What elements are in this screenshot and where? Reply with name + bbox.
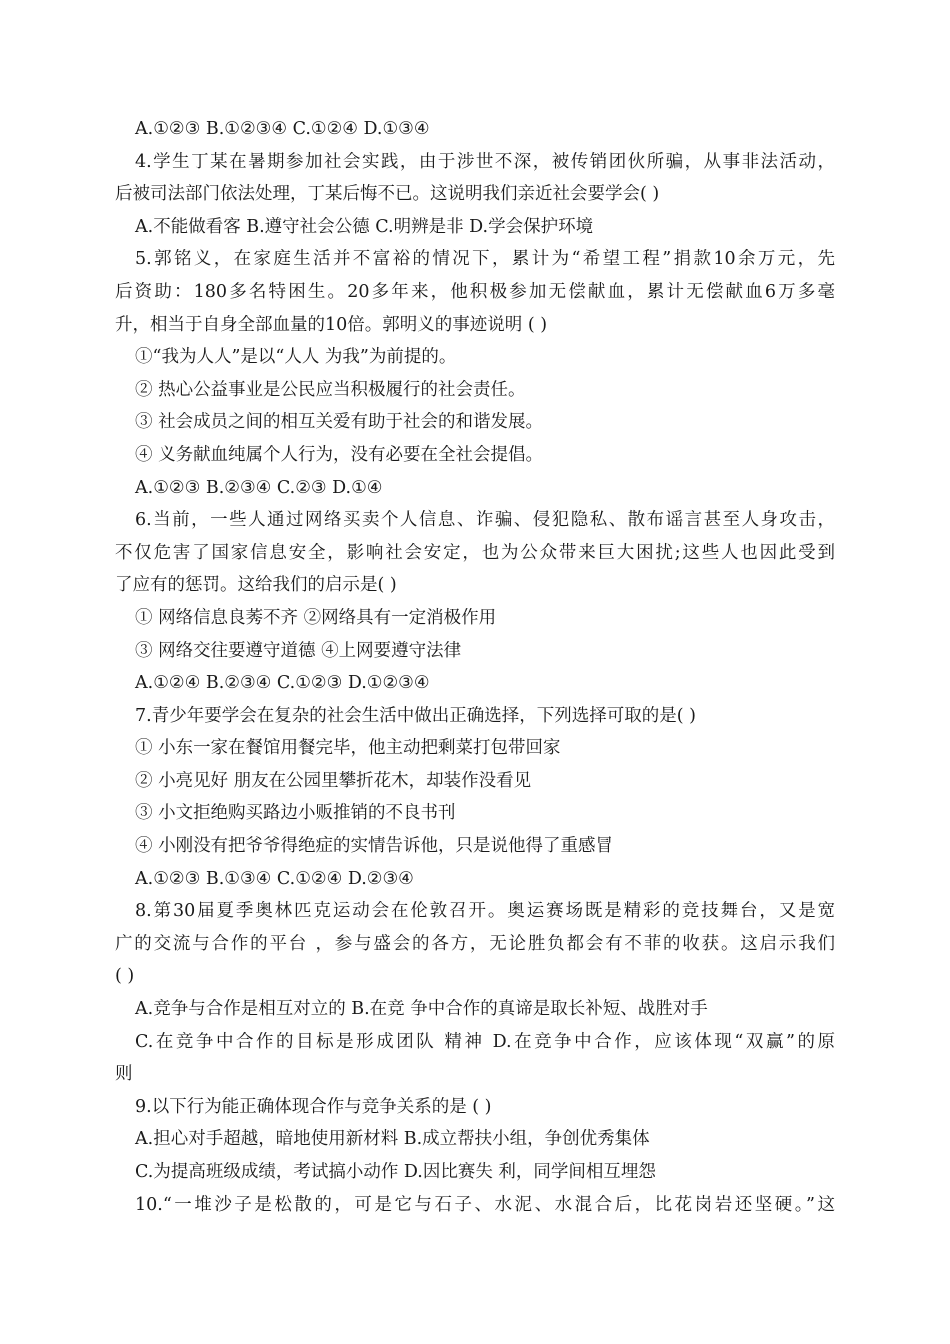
text-line: 广的交流与合作的平台 ，参与盛会的各方，无论胜负都会有不菲的收获。这启示我们: [115, 933, 835, 954]
text-line: 6.当前，一些人通过网络买卖个人信息、诈骗、侵犯隐私、散布谣言甚至人身攻击，: [135, 510, 835, 531]
text-line: A.①②④ B.②③④ C.①②③ D.①②③④: [135, 673, 430, 694]
text-line: A.竞争与合作是相互对立的 B.在竞 争中合作的真谛是取长补短、战胜对手: [135, 999, 708, 1020]
text-line: ( ): [115, 966, 135, 987]
text-line: ① 网络信息良莠不齐 ②网络具有一定消极作用: [135, 607, 497, 628]
text-line: ①“我为人人”是以“人人 为我”为前提的。: [135, 347, 457, 368]
text-line: 则: [115, 1064, 133, 1085]
text-line: 4.学生丁某在暑期参加社会实践，由于涉世不深，被传销团伙所骗，从事非法活动，: [135, 151, 835, 172]
text-line: 10.“一堆沙子是松散的，可是它与石子、水泥、水混合后，比花岗岩还坚硬。”这: [135, 1194, 835, 1215]
text-line: 9.以下行为能正确体现合作与竞争关系的是 ( ): [135, 1096, 492, 1117]
text-line: C.为提高班级成绩，考试搞小动作 D.因比赛失 利，同学间相互埋怨: [135, 1162, 656, 1182]
document-body: [115, 113, 835, 1221]
text-line: ③ 小文拒绝购买路边小贩推销的不良书刊: [135, 803, 456, 824]
text-line: ③ 网络交往要遵守道德 ④上网要遵守法律: [135, 640, 462, 661]
text-line: ③ 社会成员之间的相互关爱有助于社会的和谐发展。: [135, 412, 544, 433]
text-line: ④ 小刚没有把爷爷得绝症的实情告诉他，只是说他得了重感冒: [135, 836, 614, 857]
text-line: 后被司法部门依法处理，丁某后悔不已。这说明我们亲近社会要学会( ): [115, 184, 660, 205]
text-line: 7.青少年要学会在复杂的社会生活中做出正确选择，下列选择可取的是( ): [135, 705, 696, 726]
text-line: 5.郭铭义，在家庭生活并不富裕的情况下，累计为“希望工程”捐款10余万元，先: [135, 249, 835, 270]
text-line: A.①②③ B.②③④ C.②③ D.①④: [135, 477, 383, 498]
text-line: 升，相当于自身全部血量的10倍。郭明义的事迹说明 ( ): [115, 314, 548, 335]
text-line: C.在竞争中合作的目标是形成团队 精神 D.在竞争中合作，应该体现“双赢”的原: [135, 1031, 835, 1052]
text-line: 8.第30届夏季奥林匹克运动会在伦敦召开。奥运赛场既是精彩的竞技舞台，又是宽: [135, 901, 835, 922]
text-line: A.担心对手超越，暗地使用新材料 B.成立帮扶小组，争创优秀集体: [135, 1129, 650, 1150]
text-line: 了应有的惩罚。这给我们的启示是( ): [115, 575, 397, 596]
text-line: 不仅危害了国家信息安全，影响社会安定，也为公众带来巨大困扰;这些人也因此受到: [115, 542, 835, 563]
text-line: A.不能做看客 B.遵守社会公德 C.明辨是非 D.学会保护环境: [135, 216, 594, 237]
text-line: A.①②③ B.①③④ C.①②④ D.②③④: [135, 868, 414, 889]
text-line: ① 小东一家在餐馆用餐完毕，他主动把剩菜打包带回家: [135, 738, 561, 759]
text-line: 后资助：180多名特困生。20多年来，他积极参加无偿献血，累计无偿献血6万多毫: [115, 281, 835, 302]
text-line: ② 小亮见好 朋友在公园里攀折花木，却装作没看见: [135, 770, 532, 791]
text-line: A.①②③ B.①②③④ C.①②④ D.①③④: [135, 119, 430, 139]
text-line: ② 热心公益事业是公民应当积极履行的社会责任。: [135, 379, 526, 400]
text-line: ④ 义务献血纯属个人行为，没有必要在全社会提倡。: [135, 444, 544, 465]
